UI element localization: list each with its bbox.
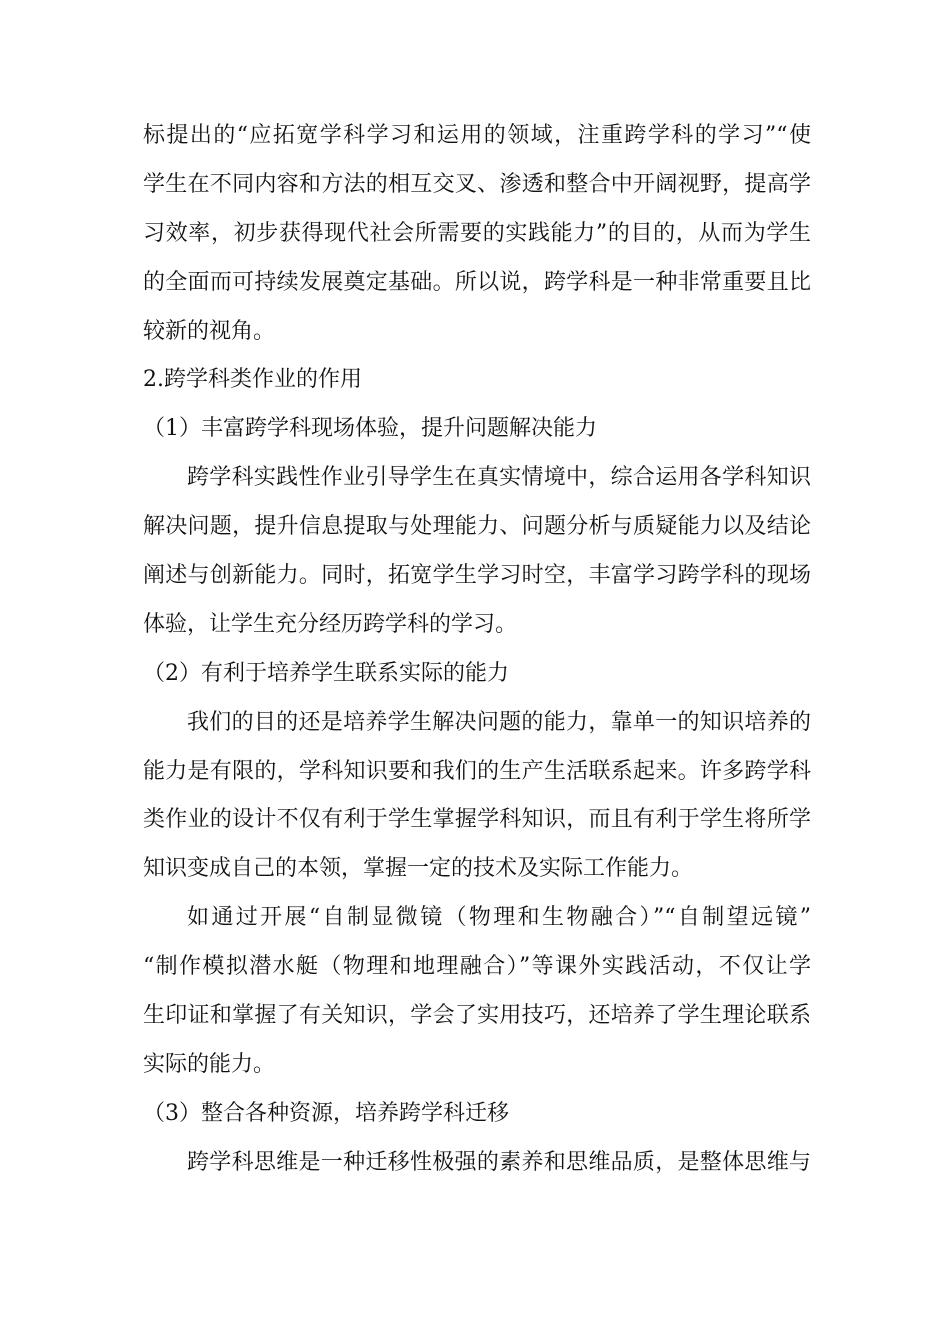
text-line: 能力是有限的，学科知识要和我们的生产生活联系起来。许多跨学科 bbox=[143, 758, 811, 784]
subsection-heading-2: （2）有利于培养学生联系实际的能力 bbox=[143, 660, 509, 686]
text-line: 标提出的“应拓宽学科学习和运用的领域，注重跨学科的学习”“使 bbox=[143, 123, 811, 148]
subsection-heading-1: （1）丰富跨学科现场体验，提升问题解决能力 bbox=[143, 416, 597, 442]
text-line: 类作业的设计不仅有利于学生掌握学科知识，而且有利于学生将所学 bbox=[143, 807, 811, 833]
paragraph-item-2a bbox=[143, 699, 811, 895]
text-line: 实际的能力。 bbox=[143, 1051, 276, 1077]
text-line: 跨学科思维是一种迁移性极强的素养和思维品质，是整体思维与 bbox=[187, 1149, 811, 1175]
paragraph-intro bbox=[143, 112, 811, 356]
paragraph-item-2b bbox=[143, 894, 811, 1090]
text-line: 解决问题，提升信息提取与处理能力、问题分析与质疑能力以及结论 bbox=[143, 514, 811, 540]
subsection-heading-3: （3）整合各种资源，培养跨学科迁移 bbox=[143, 1100, 509, 1126]
text-line: 阐述与创新能力。同时，拓宽学生学习时空，丰富学习跨学科的现场 bbox=[143, 563, 811, 589]
text-line: “制作模拟潜水艇（物理和地理融合）”等课外实践活动，不仅让学 bbox=[143, 954, 811, 980]
text-line: 习效率，初步获得现代社会所需要的实践能力”的目的，从而为学生 bbox=[143, 220, 811, 246]
text-line: 知识变成自己的本领，掌握一定的技术及实际工作能力。 bbox=[143, 856, 694, 882]
text-line: 生印证和掌握了有关知识，学会了实用技巧，还培养了学生理论联系 bbox=[143, 1003, 811, 1029]
text-line: 我们的目的还是培养学生解决问题的能力，靠单一的知识培养的 bbox=[187, 709, 811, 735]
text-line: 体验，让学生充分经历跨学科的学习。 bbox=[143, 611, 518, 637]
document-page bbox=[143, 112, 811, 1188]
text-line: 学生在不同内容和方法的相互交叉、渗透和整合中开阔视野，提高学 bbox=[143, 171, 811, 197]
text-line: 的全面而可持续发展奠定基础。所以说，跨学科是一种非常重要且比 bbox=[143, 269, 811, 295]
text-line: 跨学科实践性作业引导学生在真实情境中，综合运用各学科知识 bbox=[187, 465, 811, 491]
paragraph-item-1 bbox=[143, 454, 811, 650]
text-line: 如通过开展“自制显微镜（物理和生物融合）”“自制望远镜” bbox=[187, 905, 811, 931]
paragraph-item-3 bbox=[143, 1139, 811, 1188]
text-line: 较新的视角。 bbox=[143, 318, 276, 344]
section-heading: 2.跨学科类作业的作用 bbox=[143, 367, 362, 393]
